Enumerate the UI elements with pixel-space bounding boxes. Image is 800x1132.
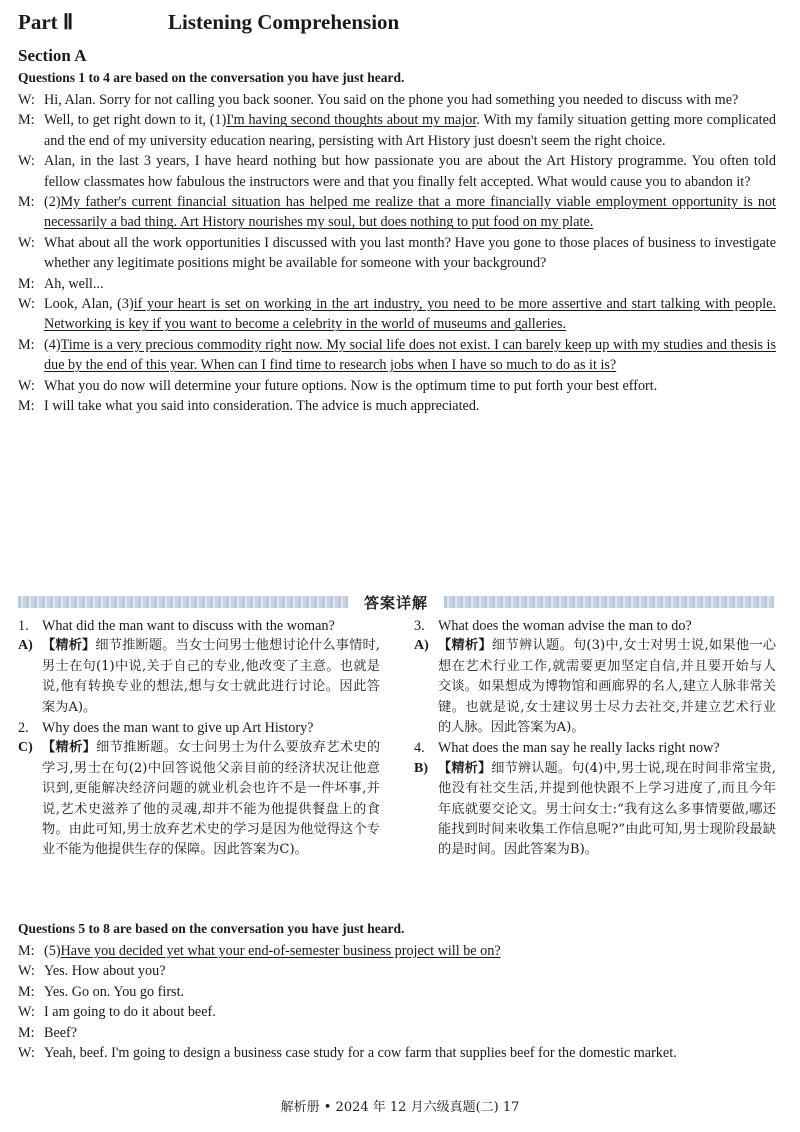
key-sentence: Have you decided yet what your end-of-semester business project will be on? xyxy=(60,943,501,959)
dialogue-text: Look, Alan, (3) xyxy=(44,296,134,313)
answer-banner xyxy=(18,592,774,612)
conversation-2-heading: Questions 5 to 8 are based on the conversation you have just heard. xyxy=(18,921,405,936)
answer-explanation xyxy=(18,738,380,860)
page-footer: 解析册 • 2024 年 12 月六级真题(二) 17 xyxy=(280,1100,520,1115)
analysis-tag: 【精析】 xyxy=(42,740,97,756)
answers-left-column xyxy=(18,616,380,861)
answer-letter: A) xyxy=(414,638,429,654)
dialogue-text: Hi, Alan. Sorry for not calling you back sooner. You said on the phone you had something you needed to discuss with me? xyxy=(44,92,739,108)
speaker-label: M: xyxy=(18,943,35,959)
banner-title: 答案详解 xyxy=(356,592,436,613)
dialogue-turn xyxy=(18,396,776,416)
dialogue-text: Alan, in the last 3 years, I have heard nothing but how passionate you are about the Art History programme. You often told fellow classmates how fabulous the instructors were and that you finally felt accepted. What would cause you to abandon it? xyxy=(44,153,776,190)
dialogue-turn xyxy=(18,1043,776,1063)
dialogue-text: I will take what you said into consideration. The advice is much appreciated. xyxy=(44,398,480,415)
dialogue-text: I am going to do it about beef. xyxy=(44,1004,216,1021)
speaker-label: M: xyxy=(18,1024,35,1041)
dialogue-text: (2) xyxy=(44,194,61,211)
dialogue-text: (4) xyxy=(44,336,61,353)
question-text: What does the woman advise the man to do? xyxy=(438,618,692,634)
part-label: Part Ⅱ xyxy=(18,10,74,34)
banner-stripe-left xyxy=(18,596,348,608)
question-item xyxy=(414,738,776,758)
dialogue-turn xyxy=(18,233,776,274)
speaker-label: W: xyxy=(18,1045,35,1062)
speaker-label: M: xyxy=(18,336,35,353)
analysis-text: 细节推断题。当女士问男士他想讨论什么事情时,男士在句(1)中说,关于自己的专业,他改变了主意。也就是说,他有转换专业的想法,想与女士就此进行讨论。因此答案为A)。 xyxy=(42,638,381,715)
key-sentence: if your heart is set on working in the art industry, you need to be more assertive and start talking with people. Networking is key if you want to become a celebrity in the world of museums and galleries. xyxy=(44,296,776,333)
speaker-label: W: xyxy=(18,1004,35,1021)
part-heading xyxy=(18,10,399,35)
speaker-label: W: xyxy=(18,296,35,313)
answer-letter: B) xyxy=(414,760,428,776)
question-text: What does the man say he really lacks right now? xyxy=(438,740,720,757)
dialogue-turn xyxy=(18,294,776,335)
analysis-text: 细节辨认题。句(4)中,男士说,现在时间非常宝贵,他没有社交生活,并提到他快跟不上学习进度了,而且今年年底就要交论文。男士问女士:“我有这么多事情要做,哪还能找到时间来收集工作信息呢?”由此可知,男士现阶段最缺的是时间。因此答案为B)。 xyxy=(438,760,776,858)
speaker-label: M: xyxy=(18,112,35,129)
dialogue-turn xyxy=(18,90,776,110)
answers-right-column xyxy=(414,616,776,861)
dialogue-turn xyxy=(18,376,776,396)
key-sentence: I'm having second thoughts about my major xyxy=(226,112,477,129)
dialogue-text: Beef? xyxy=(44,1024,78,1041)
conversation-1 xyxy=(18,90,776,417)
dialogue-turn xyxy=(18,941,776,961)
question-number: 1. xyxy=(18,618,29,634)
dialogue-turn xyxy=(18,1002,776,1022)
dialogue-text: Well, to get right down to it, (1) xyxy=(44,112,227,129)
speaker-label: W: xyxy=(18,153,35,170)
question-item xyxy=(18,616,380,636)
dialogue-turn xyxy=(18,192,776,233)
question-text: Why does the man want to give up Art History? xyxy=(42,720,314,737)
section-heading: Section A xyxy=(18,46,87,65)
question-number: 2. xyxy=(18,720,29,737)
dialogue-text: What you do now will determine your future options. Now is the optimum time to put forth your best effort. xyxy=(44,377,658,394)
dialogue-text: What about all the work opportunities I discussed with you last month? Have you gone to those places of business to investigate whether any legitimate positions might be available for someone with your background? xyxy=(44,234,776,272)
answer-explanation xyxy=(18,636,380,718)
question-item xyxy=(414,616,776,636)
dialogue-text: (5) xyxy=(44,943,61,959)
answer-explanation xyxy=(414,636,776,738)
dialogue-text: Yes. Go on. You go first. xyxy=(44,983,185,1000)
analysis-tag: 【精析】 xyxy=(438,638,492,654)
answer-letter: A) xyxy=(18,638,33,654)
dialogue-turn xyxy=(18,335,776,376)
analysis-tag: 【精析】 xyxy=(42,638,96,654)
question-number: 4. xyxy=(414,740,425,757)
answer-explanation xyxy=(414,759,776,861)
analysis-tag: 【精析】 xyxy=(438,760,492,776)
analysis-text: 细节推断题。女士问男士为什么要放弃艺术史的学习,男士在句(2)中回答说他父亲目前的经济状况让他意识到,更能解决经济问题的就业机会也许不是一件坏事,并说,艺术史滋养了他的灵魂,却并不能为他提供餐盘上的食物。由此可知,男士放弃艺术史的学习是因为他觉得这个专业不能为他提供生存的保障。因此答案为C)。 xyxy=(42,740,381,858)
question-item xyxy=(18,718,380,738)
conversation-1-heading: Questions 1 to 4 are based on the conversation you have just heard. xyxy=(18,70,405,85)
dialogue-text: Yes. How about you? xyxy=(44,963,166,980)
speaker-label: W: xyxy=(18,963,35,980)
key-sentence: My father's current financial situation has helped me realize that a more financially viable employment opportunity is not necessarily a bad thing. Art History nourishes my soul, but does nothing to put food on my plate. xyxy=(44,194,776,231)
dialogue-turn xyxy=(18,961,776,981)
question-text: What did the man want to discuss with the woman? xyxy=(42,618,335,634)
speaker-label: M: xyxy=(18,398,35,415)
speaker-label: M: xyxy=(18,275,35,292)
dialogue-turn xyxy=(18,151,776,192)
analysis-text: 细节辨认题。句(3)中,女士对男士说,如果他一心想在艺术行业工作,就需要更加坚定自信,并且要开始与人交谈。如果想成为博物馆和画廊界的名人,建立人脉非常关键。也就是说,女士建议男士尽力去社交,并建立艺术行业的人脉。因此答案为A)。 xyxy=(438,638,777,736)
speaker-label: W: xyxy=(18,92,35,108)
answer-letter: C) xyxy=(18,740,33,756)
dialogue-text: . With my family situation getting more complicated and the end of my university education nearing, persisting with Art History just doesn't seem the right choice. xyxy=(44,112,776,149)
dialogue-turn xyxy=(18,982,776,1002)
speaker-label: M: xyxy=(18,194,35,211)
speaker-label: W: xyxy=(18,377,35,394)
speaker-label: W: xyxy=(18,234,35,251)
dialogue-turn xyxy=(18,274,776,294)
conversation-2 xyxy=(18,941,776,1063)
dialogue-turn xyxy=(18,1023,776,1043)
dialogue-text: Ah, well... xyxy=(44,275,104,292)
speaker-label: M: xyxy=(18,983,35,1000)
key-sentence: Time is a very precious commodity right now. My social life does not exist. I can barely keep up with my studies and thesis is due by the end of this year. When can I find time to research jobs when I have so much to do as it is? xyxy=(44,336,776,374)
part-title: Listening Comprehension xyxy=(168,10,400,34)
banner-stripe-right xyxy=(444,596,774,608)
question-number: 3. xyxy=(414,618,425,634)
dialogue-text: Yeah, beef. I'm going to design a business case study for a cow farm that supplies beef for the domestic market. xyxy=(44,1045,677,1062)
dialogue-turn xyxy=(18,110,776,151)
